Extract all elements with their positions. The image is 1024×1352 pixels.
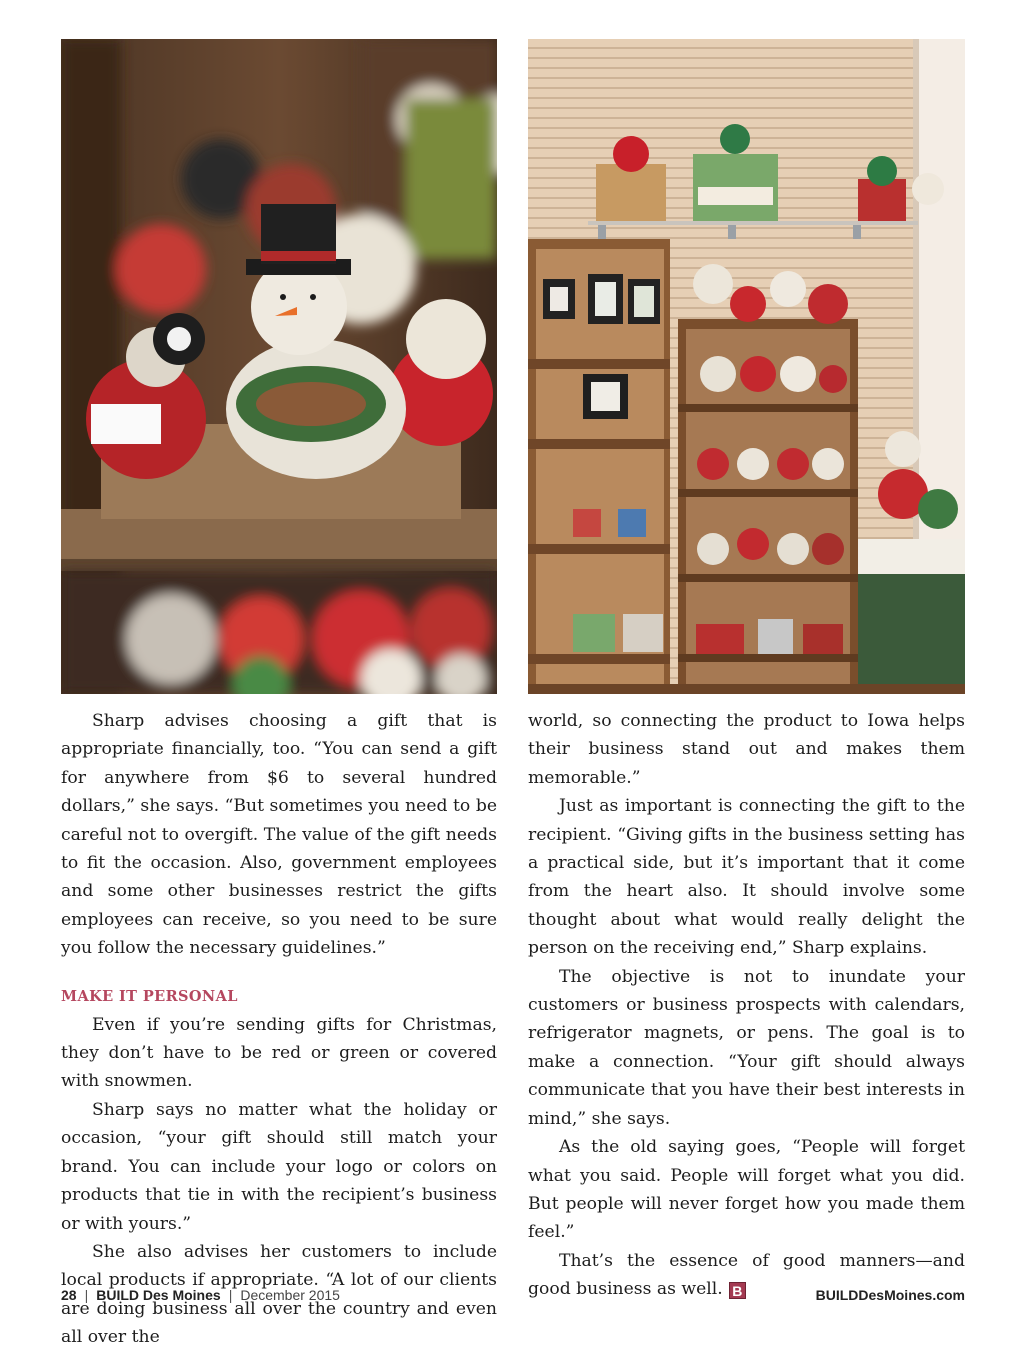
paragraph: Sharp advises choosing a gift that is appropriate financially, too. “You can send a gift for anywhere from $6 to several hundred dollars,” she says. “But sometimes you need to be careful not to overgift. The value of the gift needs to fit the occasion. Also, government employees and some other businesses restrict the gifts employees can receive, so you need to be sure you follow the necessary guidelines.” (61, 711, 497, 959)
website-link[interactable]: BUILDDesMoines.com (815, 1287, 965, 1303)
footer-separator: | (84, 1287, 89, 1303)
page-footer (61, 1287, 965, 1307)
paragraph: world, so connecting the product to Iowa helps their business stand out and makes them memorable.” (528, 711, 965, 788)
paragraph: As the old saying goes, “People will forget what you said. People will forget what you did. But people will never forget how you made them feel.” (528, 1137, 965, 1243)
article-column-right (528, 707, 965, 1304)
publication-name: BUILD Des Moines (96, 1287, 221, 1303)
photo-gift-shop-display (528, 39, 965, 694)
paragraph: Sharp says no matter what the holiday or occasion, “your gift should still match your brand. You can include your logo or colors on products that tie in with the recipient’s business or with yours.” (61, 1099, 497, 1234)
paragraph-text: That’s the essence of good manners—and good business as well. (528, 1250, 965, 1300)
paragraph: She also advises her customers to include local products if appropriate. “A lot of our clients are doing business all over the country and even all over the (61, 1241, 497, 1348)
page-number: 28 (61, 1287, 77, 1303)
paragraph: Just as important is connecting the gift to the recipient. “Giving gifts in the business setting has a practical side, but it’s important that it come from the heart also. It should involve some thought about what would really delight the person on the receiving end,” Sharp explains. (528, 796, 965, 959)
photo-plush-snowman-ornaments (61, 39, 497, 694)
article-column-left (61, 707, 497, 1352)
footer-separator: | (228, 1287, 233, 1303)
footer-left (61, 1287, 340, 1303)
issue-date: December 2015 (240, 1287, 340, 1303)
section-heading: MAKE IT PERSONAL (61, 987, 238, 1005)
paragraph: Even if you’re sending gifts for Christmas, they don’t have to be red or green or covered with snowmen. (61, 1014, 497, 1092)
paragraph: The objective is not to inundate your customers or business prospects with calendars, refrigerator magnets, or pens. The goal is to make a connection. “Your gift should always communicate that you have their best interests in mind,” she says. (528, 966, 965, 1129)
end-mark-icon: B (729, 1282, 746, 1299)
